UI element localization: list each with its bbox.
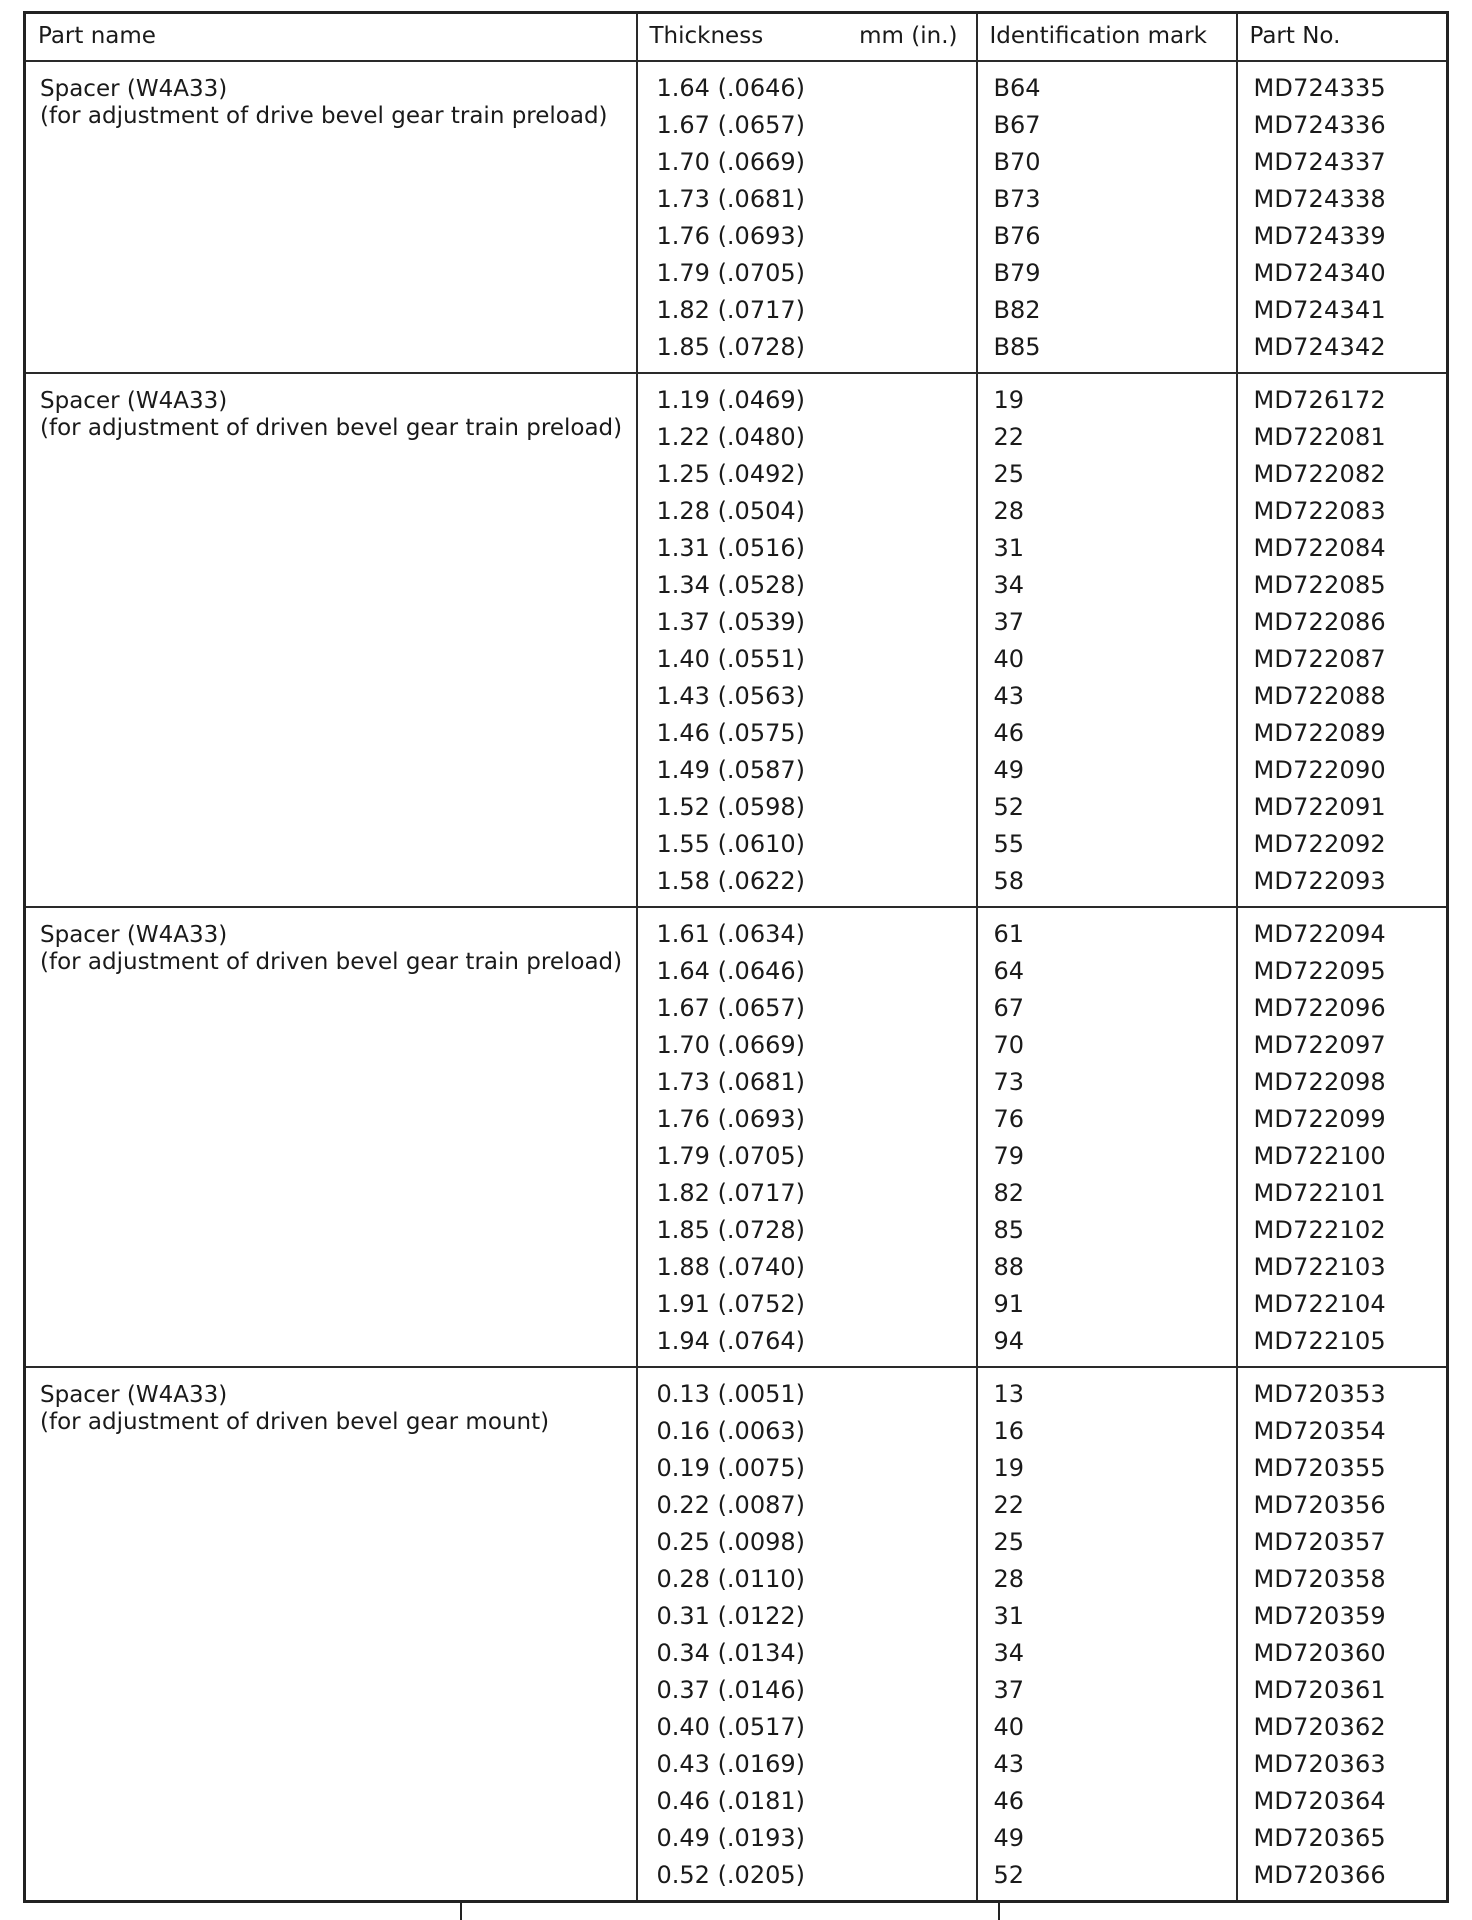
part-group — [25, 373, 1448, 907]
thickness-value: 1.61 (.0634) — [656, 919, 805, 948]
thickness-value: 1.73 (.0681) — [656, 184, 805, 213]
spacer-parts-table — [23, 11, 1449, 1903]
thickness-value: 1.67 (.0657) — [656, 110, 805, 139]
part-name: Spacer (W4A33) (for adjustment of drive bevel gear train preload) — [40, 75, 608, 129]
identification-mark: 40 — [993, 1712, 1025, 1741]
identification-mark: 40 — [993, 644, 1025, 673]
footer-box — [460, 1900, 1000, 1920]
table-row — [25, 907, 1448, 1367]
thickness-value: 1.25 (.0492) — [656, 459, 805, 488]
thickness-value: 1.82 (.0717) — [656, 295, 805, 324]
thickness-value: 1.40 (.0551) — [656, 644, 805, 673]
part-number: MD722087 — [1253, 644, 1386, 673]
part-number: MD722103 — [1253, 1252, 1386, 1281]
identification-mark: 43 — [993, 681, 1025, 710]
thickness-value: 1.19 (.0469) — [656, 385, 805, 414]
identification-mark: B85 — [993, 332, 1041, 361]
part-number: MD720362 — [1253, 1712, 1386, 1741]
part-number-cell — [1237, 907, 1448, 1367]
thickness-value: 0.49 (.0193) — [656, 1823, 805, 1852]
identification-mark: 61 — [993, 919, 1025, 948]
part-number: MD722091 — [1253, 792, 1386, 821]
identification-mark: B64 — [993, 73, 1041, 102]
identification-mark: 19 — [993, 385, 1025, 414]
part-name: Spacer (W4A33) (for adjustment of driven bevel gear train preload) — [40, 387, 623, 441]
thickness-value: 1.79 (.0705) — [656, 1141, 805, 1170]
identification-mark: 37 — [993, 607, 1025, 636]
thickness-value: 0.46 (.0181) — [656, 1786, 805, 1815]
thickness-value: 1.88 (.0740) — [656, 1252, 805, 1281]
part-number: MD722104 — [1253, 1289, 1386, 1318]
identification-mark: 70 — [993, 1030, 1025, 1059]
part-group — [25, 61, 1448, 373]
part-number: MD722093 — [1253, 866, 1386, 895]
identification-mark: 85 — [993, 1215, 1025, 1244]
part-number-cell — [1237, 1367, 1448, 1902]
identification-mark: 25 — [993, 459, 1025, 488]
identification-mark: 25 — [993, 1527, 1025, 1556]
identification-mark: 22 — [993, 422, 1025, 451]
table-row — [25, 1367, 1448, 1902]
identification-mark: 82 — [993, 1178, 1025, 1207]
thickness-value-cell — [637, 1367, 977, 1902]
identification-mark: 16 — [993, 1416, 1025, 1445]
identification-mark: 28 — [993, 496, 1025, 525]
thickness-value: 1.55 (.0610) — [656, 829, 805, 858]
identification-mark-cell — [977, 1367, 1237, 1902]
identification-mark: 55 — [993, 829, 1025, 858]
identification-mark: 94 — [993, 1326, 1025, 1355]
part-number: MD724336 — [1253, 110, 1386, 139]
part-number: MD722092 — [1253, 829, 1386, 858]
identification-mark: B67 — [993, 110, 1041, 139]
thickness-value: 0.31 (.0122) — [656, 1601, 805, 1630]
part-number: MD722084 — [1253, 533, 1386, 562]
part-number: MD722095 — [1253, 956, 1386, 985]
thickness-value: 1.31 (.0516) — [656, 533, 805, 562]
part-number: MD720365 — [1253, 1823, 1386, 1852]
thickness-value: 0.13 (.0051) — [656, 1379, 805, 1408]
identification-mark: 13 — [993, 1379, 1025, 1408]
identification-mark: B76 — [993, 221, 1041, 250]
part-number: MD722101 — [1253, 1178, 1386, 1207]
part-number: MD722097 — [1253, 1030, 1386, 1059]
part-number: MD720366 — [1253, 1860, 1386, 1889]
part-number: MD720353 — [1253, 1379, 1386, 1408]
part-name-cell — [25, 61, 637, 373]
part-group — [25, 907, 1448, 1367]
identification-mark: 37 — [993, 1675, 1025, 1704]
thickness-value: 1.79 (.0705) — [656, 258, 805, 287]
thickness-value: 1.70 (.0669) — [656, 1030, 805, 1059]
thickness-value: 1.67 (.0657) — [656, 993, 805, 1022]
part-number: MD722105 — [1253, 1326, 1386, 1355]
identification-mark: 52 — [993, 1860, 1025, 1889]
header-thickness-unit: mm (in.) — [859, 23, 958, 49]
thickness-value: 1.22 (.0480) — [656, 422, 805, 451]
part-number: MD722096 — [1253, 993, 1386, 1022]
part-number: MD722081 — [1253, 422, 1386, 451]
identification-mark: 34 — [993, 1638, 1025, 1667]
part-name-cell — [25, 1367, 637, 1902]
part-number: MD722098 — [1253, 1067, 1386, 1096]
identification-mark: 19 — [993, 1453, 1025, 1482]
part-number: MD720358 — [1253, 1564, 1386, 1593]
identification-mark: 67 — [993, 993, 1025, 1022]
thickness-value: 1.76 (.0693) — [656, 1104, 805, 1133]
thickness-value: 1.37 (.0539) — [656, 607, 805, 636]
thickness-value: 0.25 (.0098) — [656, 1527, 805, 1556]
identification-mark: 43 — [993, 1749, 1025, 1778]
thickness-value: 1.58 (.0622) — [656, 866, 805, 895]
identification-mark: 76 — [993, 1104, 1025, 1133]
identification-mark: 46 — [993, 1786, 1025, 1815]
identification-mark: B82 — [993, 295, 1041, 324]
thickness-value: 1.76 (.0693) — [656, 221, 805, 250]
identification-mark: 22 — [993, 1490, 1025, 1519]
identification-mark: 31 — [993, 533, 1025, 562]
table-row — [25, 373, 1448, 907]
table-header — [25, 13, 1448, 61]
part-number: MD724335 — [1253, 73, 1386, 102]
part-number: MD720354 — [1253, 1416, 1386, 1445]
identification-mark: 58 — [993, 866, 1025, 895]
thickness-value: 0.43 (.0169) — [656, 1749, 805, 1778]
part-number: MD722083 — [1253, 496, 1386, 525]
thickness-value: 0.16 (.0063) — [656, 1416, 805, 1445]
header-identification-mark: Identification mark — [977, 13, 1237, 61]
thickness-value: 0.28 (.0110) — [656, 1564, 805, 1593]
identification-mark: 28 — [993, 1564, 1025, 1593]
thickness-value: 1.91 (.0752) — [656, 1289, 805, 1318]
header-part-no: Part No. — [1237, 13, 1448, 61]
part-number: MD722090 — [1253, 755, 1386, 784]
part-number: MD722089 — [1253, 718, 1386, 747]
thickness-value: 1.82 (.0717) — [656, 1178, 805, 1207]
identification-mark: 79 — [993, 1141, 1025, 1170]
identification-mark: B73 — [993, 184, 1041, 213]
part-name-cell — [25, 373, 637, 907]
part-number: MD720355 — [1253, 1453, 1386, 1482]
identification-mark: 52 — [993, 792, 1025, 821]
identification-mark: 64 — [993, 956, 1025, 985]
identification-mark: 73 — [993, 1067, 1025, 1096]
part-number: MD722094 — [1253, 919, 1386, 948]
part-number: MD720360 — [1253, 1638, 1386, 1667]
thickness-value: 1.28 (.0504) — [656, 496, 805, 525]
thickness-value: 1.85 (.0728) — [656, 1215, 805, 1244]
part-number: MD724340 — [1253, 258, 1386, 287]
identification-mark: 49 — [993, 755, 1025, 784]
thickness-value: 1.43 (.0563) — [656, 681, 805, 710]
identification-mark: 88 — [993, 1252, 1025, 1281]
part-number: MD724337 — [1253, 147, 1386, 176]
part-number: MD722088 — [1253, 681, 1386, 710]
header-part-name: Part name — [25, 13, 637, 61]
identification-mark-cell — [977, 373, 1237, 907]
part-number: MD720363 — [1253, 1749, 1386, 1778]
thickness-value: 1.70 (.0669) — [656, 147, 805, 176]
part-number: MD722086 — [1253, 607, 1386, 636]
part-number: MD724338 — [1253, 184, 1386, 213]
thickness-value: 0.37 (.0146) — [656, 1675, 805, 1704]
part-number: MD726172 — [1253, 385, 1386, 414]
identification-mark: 49 — [993, 1823, 1025, 1852]
part-number: MD722082 — [1253, 459, 1386, 488]
part-number: MD724341 — [1253, 295, 1386, 324]
thickness-value: 1.64 (.0646) — [656, 73, 805, 102]
part-number: MD720361 — [1253, 1675, 1386, 1704]
part-number: MD720364 — [1253, 1786, 1386, 1815]
table-row — [25, 61, 1448, 373]
identification-mark-cell — [977, 61, 1237, 373]
part-number: MD720357 — [1253, 1527, 1386, 1556]
identification-mark: B79 — [993, 258, 1041, 287]
identification-mark: 31 — [993, 1601, 1025, 1630]
part-number: MD724339 — [1253, 221, 1386, 250]
thickness-value: 1.94 (.0764) — [656, 1326, 805, 1355]
part-number: MD722099 — [1253, 1104, 1386, 1133]
identification-mark: 91 — [993, 1289, 1025, 1318]
identification-mark: 46 — [993, 718, 1025, 747]
part-number: MD720359 — [1253, 1601, 1386, 1630]
thickness-value: 0.19 (.0075) — [656, 1453, 805, 1482]
header-thickness — [637, 13, 977, 61]
thickness-value-cell — [637, 373, 977, 907]
thickness-value: 1.46 (.0575) — [656, 718, 805, 747]
part-name: Spacer (W4A33) (for adjustment of driven bevel gear mount) — [40, 1381, 550, 1435]
identification-mark: B70 — [993, 147, 1041, 176]
part-number: MD722085 — [1253, 570, 1386, 599]
part-name-cell — [25, 907, 637, 1367]
part-name: Spacer (W4A33) (for adjustment of driven bevel gear train preload) — [40, 921, 623, 975]
thickness-value: 1.49 (.0587) — [656, 755, 805, 784]
part-number: MD722100 — [1253, 1141, 1386, 1170]
header-thickness-label: Thickness — [649, 23, 764, 49]
thickness-value: 0.40 (.0517) — [656, 1712, 805, 1741]
thickness-value: 1.52 (.0598) — [656, 792, 805, 821]
thickness-value: 1.85 (.0728) — [656, 332, 805, 361]
part-number: MD724342 — [1253, 332, 1386, 361]
thickness-value: 0.34 (.0134) — [656, 1638, 805, 1667]
thickness-value: 1.73 (.0681) — [656, 1067, 805, 1096]
identification-mark: 34 — [993, 570, 1025, 599]
thickness-value: 1.64 (.0646) — [656, 956, 805, 985]
part-group — [25, 1367, 1448, 1902]
thickness-value: 0.52 (.0205) — [656, 1860, 805, 1889]
thickness-value: 0.22 (.0087) — [656, 1490, 805, 1519]
thickness-value-cell — [637, 907, 977, 1367]
part-number: MD722102 — [1253, 1215, 1386, 1244]
part-number: MD720356 — [1253, 1490, 1386, 1519]
thickness-value-cell — [637, 61, 977, 373]
identification-mark-cell — [977, 907, 1237, 1367]
thickness-value: 1.34 (.0528) — [656, 570, 805, 599]
part-number-cell — [1237, 373, 1448, 907]
part-number-cell — [1237, 61, 1448, 373]
